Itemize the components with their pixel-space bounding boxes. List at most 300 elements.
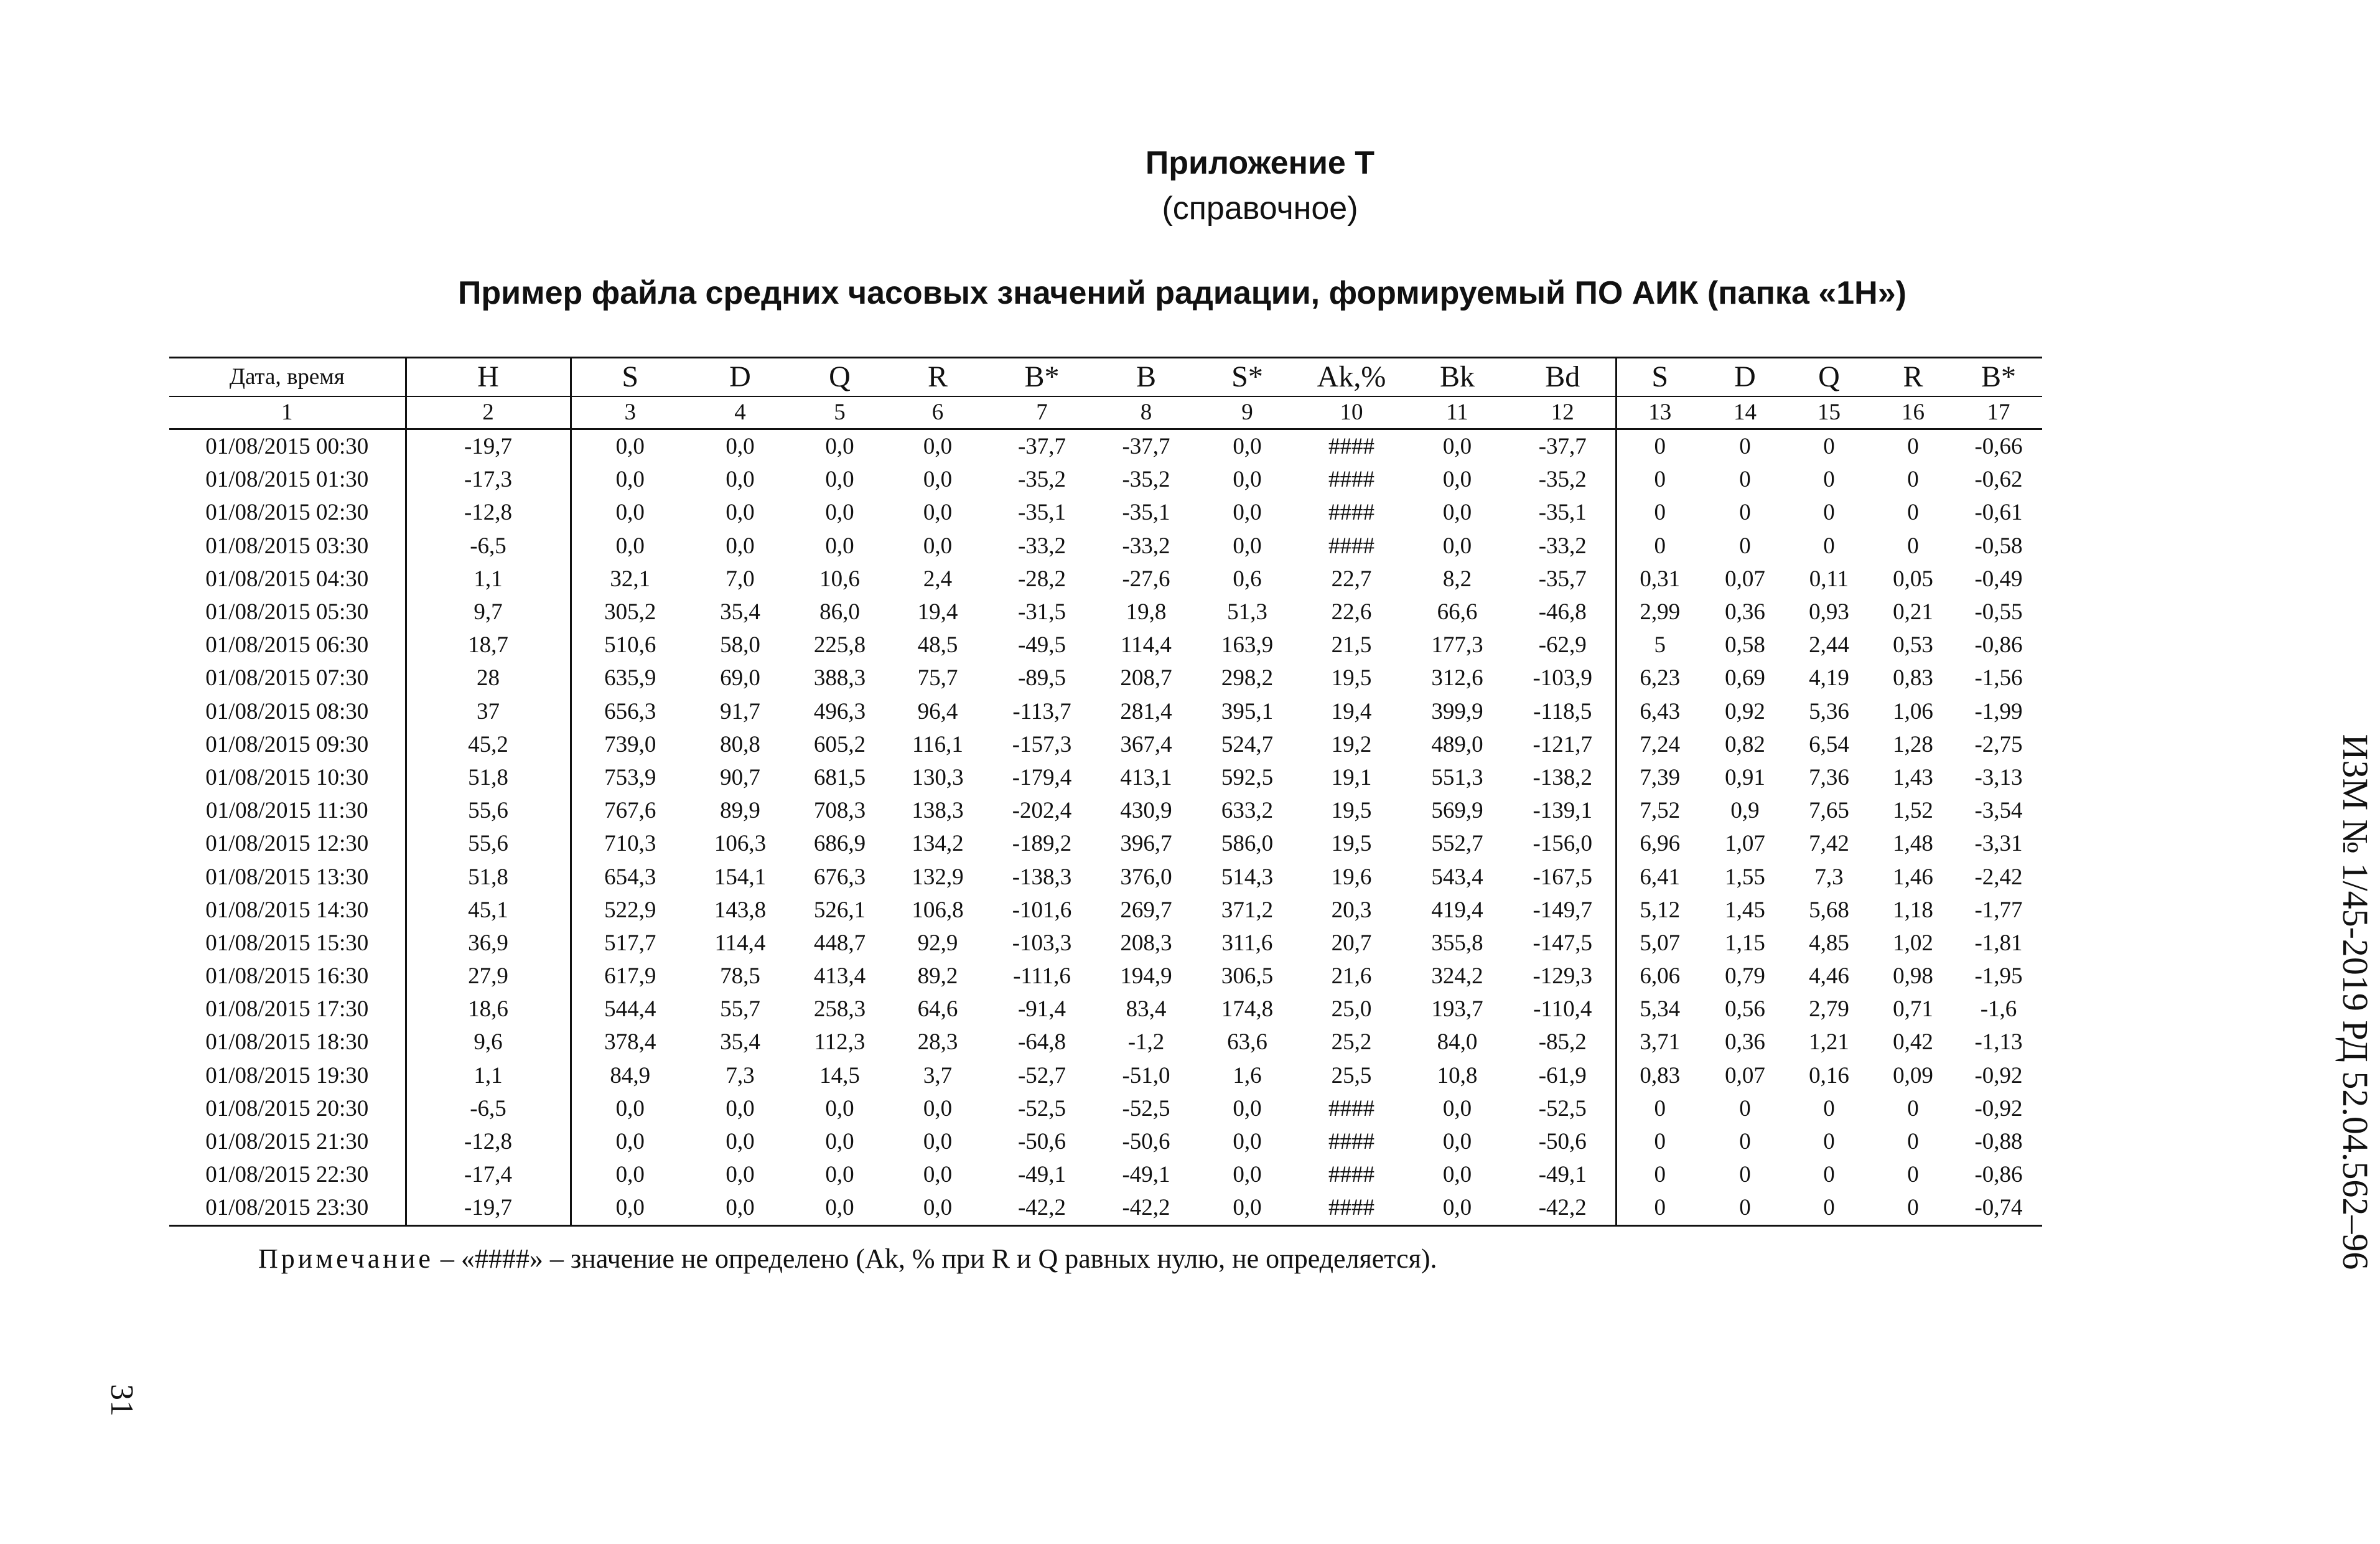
table-cell: 0 bbox=[1907, 434, 1919, 460]
table-cell: 524,7 bbox=[1221, 731, 1274, 757]
table-cell: 0,56 bbox=[1725, 996, 1765, 1022]
table-row bbox=[169, 629, 2042, 662]
table-cell: 0,71 bbox=[1893, 996, 1933, 1022]
table-cell: 0,0 bbox=[923, 1095, 953, 1121]
table-cell: 0,11 bbox=[1809, 566, 1849, 592]
column-number: 11 bbox=[1404, 396, 1510, 429]
column-number: 7 bbox=[987, 396, 1096, 429]
table-cell: -101,6 bbox=[1012, 897, 1072, 923]
column-header: D bbox=[689, 358, 791, 397]
table-cell: 0,0 bbox=[1196, 1191, 1299, 1225]
table-cell: 526,1 bbox=[813, 897, 866, 923]
table-cell: -1,77 bbox=[1974, 897, 2023, 923]
table-cell: 355,8 bbox=[1431, 930, 1483, 956]
table-cell: 19,5 bbox=[1331, 665, 1372, 691]
table-cell: 6,06 bbox=[1616, 960, 1703, 993]
table-cell: 496,3 bbox=[813, 698, 866, 724]
table-cell: 676,3 bbox=[813, 864, 866, 890]
table-cell: #### bbox=[1328, 1162, 1374, 1188]
table-cell: 617,9 bbox=[571, 960, 689, 993]
table-cell: 0 bbox=[1907, 1129, 1919, 1155]
table-cell: 0,91 bbox=[1725, 764, 1765, 790]
table-cell: 48,5 bbox=[917, 632, 958, 658]
table-cell: 686,9 bbox=[813, 831, 866, 857]
table-cell: -6,5 bbox=[406, 530, 571, 563]
table-cell: 0 bbox=[1739, 1129, 1751, 1155]
table-cell: 89,2 bbox=[917, 963, 958, 990]
date-time-cell: 01/08/2015 22:30 bbox=[205, 1162, 369, 1188]
table-row bbox=[169, 761, 2042, 794]
table-note bbox=[258, 1242, 1814, 1276]
table-row bbox=[169, 927, 2042, 960]
date-time-cell: 01/08/2015 16:30 bbox=[205, 963, 369, 990]
column-header: R bbox=[1871, 358, 1955, 397]
table-cell: 19,2 bbox=[1331, 731, 1372, 757]
table-cell: 5,36 bbox=[1809, 698, 1849, 724]
table-cell: 0,92 bbox=[1725, 698, 1765, 724]
table-cell: #### bbox=[1328, 467, 1374, 493]
date-time-cell: 01/08/2015 21:30 bbox=[205, 1129, 369, 1155]
table-cell: 0,0 bbox=[1442, 434, 1472, 460]
table-cell: -46,8 bbox=[1538, 599, 1587, 625]
date-time-cell: 01/08/2015 19:30 bbox=[205, 1062, 369, 1088]
date-time-cell: 01/08/2015 06:30 bbox=[205, 632, 369, 658]
table-cell: 605,2 bbox=[813, 731, 866, 757]
table-cell: 510,6 bbox=[571, 629, 689, 662]
table-cell: 32,1 bbox=[571, 563, 689, 596]
table-cell: 0,83 bbox=[1893, 665, 1933, 691]
table-cell: 138,3 bbox=[912, 798, 964, 824]
table-cell: 0 bbox=[1703, 1191, 1787, 1225]
table-cell: 5,07 bbox=[1616, 927, 1703, 960]
table-cell: 66,6 bbox=[1437, 599, 1478, 625]
table-cell: 0,0 bbox=[1233, 1129, 1262, 1155]
date-time-cell: 01/08/2015 15:30 bbox=[205, 930, 369, 956]
table-cell: -19,7 bbox=[406, 429, 571, 464]
table-cell: 430,9 bbox=[1120, 798, 1172, 824]
table-cell: -91,4 bbox=[1017, 996, 1066, 1022]
table-cell: -111,6 bbox=[1013, 963, 1071, 990]
column-header: Bk bbox=[1404, 358, 1510, 397]
note-text: – «####» – значение не определено (Ak, % при R и Q равных нулю, не определяется). bbox=[440, 1243, 1437, 1274]
table-cell: -1,56 bbox=[1974, 665, 2023, 691]
table-cell: 0,0 bbox=[571, 429, 689, 464]
table-cell: 106,8 bbox=[912, 897, 964, 923]
table-cell: -37,7 bbox=[1538, 434, 1587, 460]
table-cell: 1,6 bbox=[1233, 1062, 1262, 1088]
table-cell: -103,9 bbox=[1533, 665, 1593, 691]
table-cell: 143,8 bbox=[714, 897, 767, 923]
table-cell: -0,66 bbox=[1974, 434, 2023, 460]
table-cell: 4,85 bbox=[1809, 930, 1849, 956]
table-cell: 0,0 bbox=[571, 496, 689, 529]
table-row bbox=[169, 1191, 2042, 1225]
table-cell: -179,4 bbox=[1012, 764, 1072, 790]
table-cell: -1,6 bbox=[1980, 996, 2017, 1022]
table-cell: 1,28 bbox=[1893, 731, 1933, 757]
table-cell: -3,54 bbox=[1974, 798, 2023, 824]
appendix-subtitle: (справочное) bbox=[1162, 190, 1358, 227]
column-number: 16 bbox=[1871, 396, 1955, 429]
table-cell: 1,06 bbox=[1893, 698, 1933, 724]
column-header: Bd bbox=[1510, 358, 1616, 397]
table-cell: 37 bbox=[406, 695, 571, 728]
table-row bbox=[169, 1125, 2042, 1158]
table-row bbox=[169, 960, 2042, 993]
table-cell: #### bbox=[1328, 533, 1374, 559]
table-row bbox=[169, 1026, 2042, 1059]
table-cell: 551,3 bbox=[1431, 764, 1483, 790]
table-cell: 7,42 bbox=[1809, 831, 1849, 857]
table-cell: 25,5 bbox=[1331, 1062, 1372, 1088]
table-cell: -42,2 bbox=[1096, 1191, 1196, 1225]
table-cell: -35,2 bbox=[1017, 467, 1066, 493]
date-time-cell: 01/08/2015 00:30 bbox=[205, 434, 369, 460]
table-cell: 51,8 bbox=[406, 860, 571, 893]
column-header: H bbox=[406, 358, 571, 397]
table-cell: 132,9 bbox=[912, 864, 964, 890]
table-cell: 83,4 bbox=[1126, 996, 1167, 1022]
table-cell: 0 bbox=[1739, 434, 1751, 460]
table-cell: -19,7 bbox=[406, 1191, 571, 1225]
table-cell: 0 bbox=[1907, 1095, 1919, 1121]
table-cell: 514,3 bbox=[1221, 864, 1274, 890]
table-cell: -113,7 bbox=[1012, 698, 1071, 724]
table-row bbox=[169, 530, 2042, 563]
column-number: 12 bbox=[1510, 396, 1616, 429]
table-cell: 28,3 bbox=[917, 1029, 958, 1055]
table-cell: 0,0 bbox=[1233, 533, 1262, 559]
column-number: 1 bbox=[169, 396, 406, 429]
table-cell: -33,2 bbox=[1538, 533, 1587, 559]
table-cell: -85,2 bbox=[1538, 1029, 1587, 1055]
table-cell: 9,6 bbox=[406, 1026, 571, 1059]
table-cell: 0,0 bbox=[923, 434, 953, 460]
table-cell: -0,74 bbox=[1955, 1191, 2042, 1225]
table-cell: 367,4 bbox=[1120, 731, 1172, 757]
table-cell: 0 bbox=[1616, 1092, 1703, 1125]
table-cell: 586,0 bbox=[1221, 831, 1274, 857]
table-cell: 1,18 bbox=[1893, 897, 1933, 923]
table-cell: 18,7 bbox=[406, 629, 571, 662]
table-cell: -0,62 bbox=[1974, 467, 2023, 493]
table-cell: 0,0 bbox=[825, 1162, 854, 1188]
document-reference: ИЗМ № 1/45-2019 РД 52.04.562–96 bbox=[2335, 734, 2376, 1270]
table-cell: 78,5 bbox=[720, 963, 760, 990]
table-cell: 0,58 bbox=[1725, 632, 1765, 658]
table-cell: 0 bbox=[1616, 1191, 1703, 1225]
table-cell: 0 bbox=[1616, 530, 1703, 563]
column-number: 17 bbox=[1955, 396, 2042, 429]
table-cell: -64,8 bbox=[1017, 1029, 1066, 1055]
table-row bbox=[169, 429, 2042, 464]
table-cell: 0,83 bbox=[1616, 1059, 1703, 1092]
table-cell: 92,9 bbox=[917, 930, 958, 956]
table-cell: 0,0 bbox=[1442, 467, 1472, 493]
table-cell: -0,49 bbox=[1974, 566, 2023, 592]
table-cell: 2,79 bbox=[1809, 996, 1849, 1022]
table-cell: 419,4 bbox=[1431, 897, 1483, 923]
table-cell: 388,3 bbox=[813, 665, 866, 691]
table-cell: 0 bbox=[1616, 463, 1703, 496]
date-time-cell: 01/08/2015 04:30 bbox=[205, 566, 369, 592]
table-row bbox=[169, 463, 2042, 496]
table-cell: 396,7 bbox=[1120, 831, 1172, 857]
table-cell: -62,9 bbox=[1538, 632, 1587, 658]
table-cell: 0,42 bbox=[1893, 1029, 1933, 1055]
table-cell: 0,0 bbox=[1404, 1191, 1510, 1225]
table-cell: 312,6 bbox=[1431, 665, 1483, 691]
table-cell: -12,8 bbox=[406, 1125, 571, 1158]
table-cell: #### bbox=[1328, 1095, 1374, 1121]
table-cell: 0,0 bbox=[1442, 500, 1472, 526]
table-cell: -167,5 bbox=[1533, 864, 1593, 890]
table-row bbox=[169, 993, 2042, 1026]
table-cell: 19,5 bbox=[1331, 798, 1372, 824]
table-cell: 5,12 bbox=[1616, 894, 1703, 927]
table-cell: -17,4 bbox=[406, 1158, 571, 1191]
table-cell: 0,0 bbox=[1442, 1095, 1472, 1121]
table-cell: 20,7 bbox=[1331, 930, 1372, 956]
table-cell: 767,6 bbox=[571, 794, 689, 827]
table-cell: -0,88 bbox=[1974, 1129, 2023, 1155]
table-cell: 1,07 bbox=[1725, 831, 1765, 857]
column-header: S bbox=[1616, 358, 1703, 397]
date-time-cell: 01/08/2015 14:30 bbox=[205, 897, 369, 923]
table-cell: -1,81 bbox=[1974, 930, 2023, 956]
table-cell: 0,0 bbox=[571, 463, 689, 496]
table-caption: Пример файла средних часовых значений радиации, формируемый ПО АИК (папка «1Н») bbox=[458, 275, 1906, 311]
table-cell: 6,23 bbox=[1616, 662, 1703, 695]
table-cell: 2,44 bbox=[1809, 632, 1849, 658]
table-cell: 55,6 bbox=[406, 794, 571, 827]
table-cell: 3,71 bbox=[1616, 1026, 1703, 1059]
table-cell: -49,1 bbox=[1017, 1162, 1066, 1188]
table-cell: 25,0 bbox=[1331, 996, 1372, 1022]
table-cell: 35,4 bbox=[720, 599, 760, 625]
table-cell: 0,21 bbox=[1893, 599, 1933, 625]
table-cell: 1,55 bbox=[1725, 864, 1765, 890]
date-time-cell: 01/08/2015 03:30 bbox=[205, 533, 369, 559]
table-cell: 106,3 bbox=[714, 831, 767, 857]
table-cell: -0,92 bbox=[1974, 1095, 2023, 1121]
table-cell: -35,2 bbox=[1122, 467, 1170, 493]
table-cell: 633,2 bbox=[1221, 798, 1274, 824]
table-row bbox=[169, 1059, 2042, 1092]
table-cell: 5 bbox=[1616, 629, 1703, 662]
table-cell: 36,9 bbox=[406, 927, 571, 960]
table-cell: 0 bbox=[1739, 467, 1751, 493]
table-cell: 134,2 bbox=[912, 831, 964, 857]
table-cell: 0,0 bbox=[571, 1125, 689, 1158]
table-cell: -89,5 bbox=[1017, 665, 1066, 691]
table-cell: 0,0 bbox=[1233, 1162, 1262, 1188]
column-number: 9 bbox=[1196, 396, 1299, 429]
table-cell: 0,69 bbox=[1725, 665, 1765, 691]
table-cell: 298,2 bbox=[1221, 665, 1274, 691]
table-cell: -28,2 bbox=[1017, 566, 1066, 592]
table-cell: -49,1 bbox=[1122, 1162, 1170, 1188]
table-cell: -17,3 bbox=[406, 463, 571, 496]
table-cell: #### bbox=[1328, 1129, 1374, 1155]
column-number: 3 bbox=[571, 396, 689, 429]
table-cell: 0,98 bbox=[1893, 963, 1933, 990]
table-cell: -51,0 bbox=[1122, 1062, 1170, 1088]
table-cell: 656,3 bbox=[571, 695, 689, 728]
table-cell: 6,41 bbox=[1616, 860, 1703, 893]
table-cell: 7,36 bbox=[1809, 764, 1849, 790]
table-cell: 21,6 bbox=[1331, 963, 1372, 990]
table-cell: -0,92 bbox=[1974, 1062, 2023, 1088]
column-number: 8 bbox=[1096, 396, 1196, 429]
table-cell: -157,3 bbox=[1012, 731, 1072, 757]
table-cell: 2,99 bbox=[1616, 596, 1703, 629]
table-cell: 0,6 bbox=[1233, 566, 1262, 592]
table-cell: -1,2 bbox=[1127, 1029, 1165, 1055]
table-cell: 64,6 bbox=[917, 996, 958, 1022]
table-row bbox=[169, 695, 2042, 728]
table-cell: -2,42 bbox=[1974, 864, 2023, 890]
table-cell: 0 bbox=[1907, 533, 1919, 559]
table-cell: 0 bbox=[1907, 500, 1919, 526]
column-header: S* bbox=[1196, 358, 1299, 397]
table-cell: #### bbox=[1328, 434, 1374, 460]
table-cell: 35,4 bbox=[720, 1029, 760, 1055]
table-cell: 14,5 bbox=[819, 1062, 860, 1088]
table-cell: 0,0 bbox=[1233, 1095, 1262, 1121]
table-cell: 489,0 bbox=[1431, 731, 1483, 757]
table-cell: 0,93 bbox=[1809, 599, 1849, 625]
table-cell: 1,21 bbox=[1809, 1029, 1849, 1055]
table-cell: 2,4 bbox=[923, 566, 953, 592]
note-label: Примечание bbox=[258, 1243, 434, 1274]
table-cell: 0,0 bbox=[571, 1191, 689, 1225]
table-cell: 0 bbox=[1823, 1095, 1835, 1121]
table-cell: 0,0 bbox=[1233, 500, 1262, 526]
table-cell: 225,8 bbox=[813, 632, 866, 658]
table-cell: 0,0 bbox=[726, 1095, 755, 1121]
table-cell: 84,0 bbox=[1437, 1029, 1478, 1055]
table-cell: 177,3 bbox=[1431, 632, 1483, 658]
table-cell: 3,7 bbox=[923, 1062, 953, 1088]
table-cell: 8,2 bbox=[1442, 566, 1472, 592]
table-cell: 739,0 bbox=[571, 728, 689, 761]
table-cell: 376,0 bbox=[1120, 864, 1172, 890]
table-cell: #### bbox=[1299, 1191, 1404, 1225]
table-cell: 45,1 bbox=[406, 894, 571, 927]
table-cell: 0,0 bbox=[689, 1191, 791, 1225]
table-cell: 28 bbox=[406, 662, 571, 695]
table-cell: 55,6 bbox=[406, 827, 571, 860]
column-header: D bbox=[1703, 358, 1787, 397]
column-header: Ak,% bbox=[1299, 358, 1404, 397]
table-cell: -42,2 bbox=[1510, 1191, 1616, 1225]
table-cell: 19,6 bbox=[1331, 864, 1372, 890]
table-cell: 1,45 bbox=[1725, 897, 1765, 923]
table-cell: 0 bbox=[1616, 429, 1703, 464]
table-cell: 22,6 bbox=[1331, 599, 1372, 625]
table-cell: 543,4 bbox=[1431, 864, 1483, 890]
table-cell: -2,75 bbox=[1974, 731, 2023, 757]
table-cell: 7,3 bbox=[1814, 864, 1844, 890]
table-cell: 0 bbox=[1616, 1158, 1703, 1191]
table-cell: 45,2 bbox=[406, 728, 571, 761]
table-cell: 114,4 bbox=[714, 930, 766, 956]
table-cell: 0,0 bbox=[923, 1162, 953, 1188]
table-cell: 0,07 bbox=[1725, 566, 1765, 592]
column-number: 5 bbox=[791, 396, 888, 429]
column-number: 15 bbox=[1787, 396, 1871, 429]
table-cell: -189,2 bbox=[1012, 831, 1072, 857]
table-cell: 0,0 bbox=[571, 1158, 689, 1191]
table-cell: 0,0 bbox=[825, 467, 854, 493]
table-cell: 112,3 bbox=[814, 1029, 866, 1055]
table-cell: -61,9 bbox=[1538, 1062, 1587, 1088]
table-cell: 10,6 bbox=[819, 566, 860, 592]
table-cell: 0,0 bbox=[1442, 1162, 1472, 1188]
table-cell: 0,0 bbox=[923, 1129, 953, 1155]
table-cell: 0,82 bbox=[1725, 731, 1765, 757]
table-cell: 281,4 bbox=[1120, 698, 1172, 724]
table-cell: 208,3 bbox=[1120, 930, 1172, 956]
table-column-numbers-row bbox=[169, 396, 2042, 429]
table-cell: -149,7 bbox=[1533, 897, 1593, 923]
table-cell: 635,9 bbox=[571, 662, 689, 695]
table-cell: 9,7 bbox=[406, 596, 571, 629]
table-row bbox=[169, 827, 2042, 860]
table-cell: 0,0 bbox=[923, 533, 953, 559]
table-cell: 1,48 bbox=[1893, 831, 1933, 857]
table-cell: 0,31 bbox=[1616, 563, 1703, 596]
table-cell: 753,9 bbox=[571, 761, 689, 794]
table-cell: 0,9 bbox=[1730, 798, 1760, 824]
table-cell: 0,0 bbox=[1442, 1129, 1472, 1155]
date-time-cell: 01/08/2015 01:30 bbox=[205, 467, 369, 493]
column-number: 6 bbox=[888, 396, 987, 429]
table-row bbox=[169, 1092, 2042, 1125]
table-cell: 22,7 bbox=[1331, 566, 1372, 592]
table-cell: -0,86 bbox=[1974, 632, 2023, 658]
table-cell: 0 bbox=[1823, 500, 1835, 526]
table-cell: 91,7 bbox=[720, 698, 760, 724]
table-cell: 63,6 bbox=[1227, 1029, 1267, 1055]
table-cell: 19,8 bbox=[1126, 599, 1167, 625]
table-cell: 654,3 bbox=[571, 860, 689, 893]
date-time-cell: 01/08/2015 13:30 bbox=[205, 864, 369, 890]
table-cell: -1,95 bbox=[1974, 963, 2023, 990]
table-cell: 21,5 bbox=[1331, 632, 1372, 658]
table-cell: -129,3 bbox=[1533, 963, 1593, 990]
table-cell: 51,3 bbox=[1227, 599, 1267, 625]
table-cell: 0,0 bbox=[825, 434, 854, 460]
table-cell: 4,19 bbox=[1809, 665, 1849, 691]
date-time-cell: 01/08/2015 18:30 bbox=[205, 1029, 369, 1055]
table-cell: 19,4 bbox=[917, 599, 958, 625]
table-cell: 0 bbox=[1739, 1095, 1751, 1121]
table-cell: 7,0 bbox=[726, 566, 755, 592]
date-time-cell: 01/08/2015 05:30 bbox=[205, 599, 369, 625]
date-time-cell: 01/08/2015 17:30 bbox=[205, 996, 369, 1022]
table-row bbox=[169, 596, 2042, 629]
table-cell: -37,7 bbox=[1017, 434, 1066, 460]
table-cell: -37,7 bbox=[1122, 434, 1170, 460]
table-cell: 0 bbox=[1871, 1191, 1955, 1225]
table-cell: 311,6 bbox=[1221, 930, 1273, 956]
table-cell: 0,05 bbox=[1893, 566, 1933, 592]
table-cell: 130,3 bbox=[912, 764, 964, 790]
table-cell: 6,96 bbox=[1616, 827, 1703, 860]
table-cell: 522,9 bbox=[571, 894, 689, 927]
